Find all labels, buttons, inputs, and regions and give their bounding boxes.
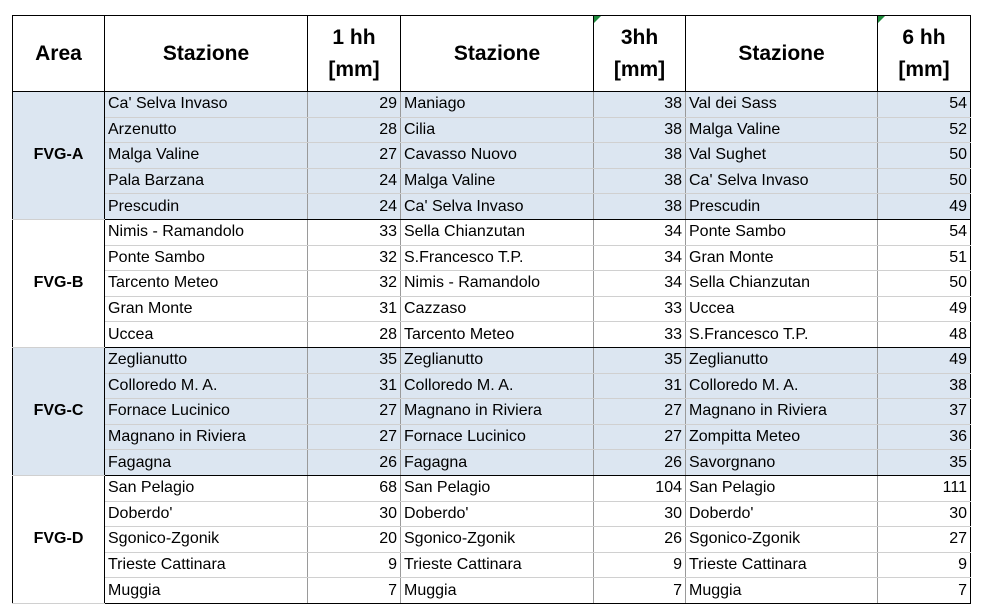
table-row <box>13 578 971 604</box>
station-2-cell: San Pelagio <box>401 475 594 501</box>
station-3-cell: Ca' Selva Invaso <box>686 168 878 194</box>
header-station-2: Stazione <box>401 16 594 92</box>
header-value-2 <box>594 16 686 92</box>
value-3-cell: 7 <box>878 578 971 604</box>
rainfall-table <box>12 15 971 604</box>
station-2-cell: Colloredo M. A. <box>401 373 594 399</box>
header-value-3-line1: 6 hh <box>902 25 946 49</box>
value-1-cell: 27 <box>308 399 401 425</box>
value-1-cell: 7 <box>308 578 401 604</box>
station-1-cell: Ponte Sambo <box>105 245 308 271</box>
table-row <box>13 92 971 118</box>
value-1-cell: 28 <box>308 322 401 348</box>
table-row <box>13 475 971 501</box>
value-2-cell: 34 <box>594 245 686 271</box>
value-1-cell: 68 <box>308 475 401 501</box>
table-row <box>13 450 971 476</box>
station-2-cell: Malga Valine <box>401 168 594 194</box>
table-row <box>13 117 971 143</box>
value-2-cell: 26 <box>594 450 686 476</box>
station-1-cell: Fornace Lucinico <box>105 399 308 425</box>
station-3-cell: Sgonico-Zgonik <box>686 527 878 553</box>
station-2-cell: Maniago <box>401 92 594 118</box>
value-3-cell: 54 <box>878 219 971 245</box>
header-row <box>13 16 971 92</box>
value-1-cell: 31 <box>308 373 401 399</box>
station-2-cell: Zeglianutto <box>401 347 594 373</box>
station-2-cell: Nimis - Ramandolo <box>401 271 594 297</box>
value-3-cell: 35 <box>878 450 971 476</box>
station-3-cell: Uccea <box>686 296 878 322</box>
station-3-cell: Sella Chianzutan <box>686 271 878 297</box>
station-1-cell: San Pelagio <box>105 475 308 501</box>
value-2-cell: 9 <box>594 552 686 578</box>
station-3-cell: San Pelagio <box>686 475 878 501</box>
value-2-cell: 34 <box>594 219 686 245</box>
area-cell: FVG-A <box>13 92 105 220</box>
station-3-cell: Savorgnano <box>686 450 878 476</box>
station-3-cell: Ponte Sambo <box>686 219 878 245</box>
station-3-cell: Prescudin <box>686 194 878 220</box>
station-1-cell: Sgonico-Zgonik <box>105 527 308 553</box>
station-3-cell: Doberdo' <box>686 501 878 527</box>
table-row <box>13 143 971 169</box>
table-row <box>13 168 971 194</box>
station-3-cell: Val Sughet <box>686 143 878 169</box>
station-2-cell: Cavasso Nuovo <box>401 143 594 169</box>
table-row <box>13 322 971 348</box>
station-3-cell: Magnano in Riviera <box>686 399 878 425</box>
station-1-cell: Fagagna <box>105 450 308 476</box>
value-3-cell: 30 <box>878 501 971 527</box>
table-row <box>13 399 971 425</box>
station-2-cell: Fornace Lucinico <box>401 424 594 450</box>
station-3-cell: Trieste Cattinara <box>686 552 878 578</box>
value-3-cell: 111 <box>878 475 971 501</box>
rainfall-table-sheet <box>12 15 970 604</box>
table-row <box>13 552 971 578</box>
value-1-cell: 31 <box>308 296 401 322</box>
value-2-cell: 27 <box>594 399 686 425</box>
table-row <box>13 424 971 450</box>
table-body <box>13 92 971 604</box>
value-3-cell: 50 <box>878 271 971 297</box>
value-3-cell: 49 <box>878 296 971 322</box>
value-3-cell: 37 <box>878 399 971 425</box>
value-2-cell: 38 <box>594 194 686 220</box>
value-3-cell: 36 <box>878 424 971 450</box>
station-1-cell: Muggia <box>105 578 308 604</box>
station-3-cell: Malga Valine <box>686 117 878 143</box>
value-2-cell: 38 <box>594 92 686 118</box>
station-1-cell: Malga Valine <box>105 143 308 169</box>
station-1-cell: Doberdo' <box>105 501 308 527</box>
value-2-cell: 33 <box>594 322 686 348</box>
station-1-cell: Arzenutto <box>105 117 308 143</box>
station-3-cell: Val dei Sass <box>686 92 878 118</box>
table-row <box>13 527 971 553</box>
value-2-cell: 33 <box>594 296 686 322</box>
value-1-cell: 32 <box>308 245 401 271</box>
value-1-cell: 24 <box>308 168 401 194</box>
header-area: Area <box>13 16 105 92</box>
area-cell: FVG-B <box>13 219 105 347</box>
value-1-cell: 9 <box>308 552 401 578</box>
station-3-cell: Zompitta Meteo <box>686 424 878 450</box>
value-1-cell: 32 <box>308 271 401 297</box>
value-1-cell: 28 <box>308 117 401 143</box>
value-2-cell: 38 <box>594 143 686 169</box>
station-1-cell: Nimis - Ramandolo <box>105 219 308 245</box>
value-2-cell: 34 <box>594 271 686 297</box>
value-1-cell: 27 <box>308 424 401 450</box>
station-3-cell: Muggia <box>686 578 878 604</box>
station-1-cell: Pala Barzana <box>105 168 308 194</box>
value-3-cell: 9 <box>878 552 971 578</box>
value-2-cell: 104 <box>594 475 686 501</box>
header-value-2-line2: [mm] <box>613 57 666 81</box>
value-2-cell: 38 <box>594 168 686 194</box>
station-2-cell: Magnano in Riviera <box>401 399 594 425</box>
value-3-cell: 51 <box>878 245 971 271</box>
station-3-cell: S.Francesco T.P. <box>686 322 878 348</box>
value-1-cell: 20 <box>308 527 401 553</box>
station-1-cell: Ca' Selva Invaso <box>105 92 308 118</box>
station-3-cell: Gran Monte <box>686 245 878 271</box>
station-2-cell: Doberdo' <box>401 501 594 527</box>
station-1-cell: Gran Monte <box>105 296 308 322</box>
value-2-cell: 7 <box>594 578 686 604</box>
station-1-cell: Magnano in Riviera <box>105 424 308 450</box>
header-value-2-line1: 3hh <box>620 25 659 49</box>
table-row <box>13 271 971 297</box>
station-2-cell: Fagagna <box>401 450 594 476</box>
station-3-cell: Zeglianutto <box>686 347 878 373</box>
table-row <box>13 219 971 245</box>
area-cell: FVG-C <box>13 347 105 475</box>
table-row <box>13 245 971 271</box>
station-2-cell: Sgonico-Zgonik <box>401 527 594 553</box>
header-value-3 <box>878 16 971 92</box>
station-2-cell: Sella Chianzutan <box>401 219 594 245</box>
value-1-cell: 24 <box>308 194 401 220</box>
station-2-cell: Muggia <box>401 578 594 604</box>
value-3-cell: 38 <box>878 373 971 399</box>
value-3-cell: 50 <box>878 168 971 194</box>
station-1-cell: Zeglianutto <box>105 347 308 373</box>
value-3-cell: 49 <box>878 347 971 373</box>
value-3-cell: 49 <box>878 194 971 220</box>
value-1-cell: 30 <box>308 501 401 527</box>
station-2-cell: S.Francesco T.P. <box>401 245 594 271</box>
station-2-cell: Tarcento Meteo <box>401 322 594 348</box>
station-1-cell: Prescudin <box>105 194 308 220</box>
area-cell: FVG-D <box>13 475 105 603</box>
value-2-cell: 38 <box>594 117 686 143</box>
header-station-1: Stazione <box>105 16 308 92</box>
station-3-cell: Colloredo M. A. <box>686 373 878 399</box>
station-2-cell: Cazzaso <box>401 296 594 322</box>
station-2-cell: Trieste Cattinara <box>401 552 594 578</box>
header-value-1-line2: [mm] <box>328 57 380 81</box>
value-2-cell: 26 <box>594 527 686 553</box>
value-3-cell: 27 <box>878 527 971 553</box>
station-1-cell: Tarcento Meteo <box>105 271 308 297</box>
value-1-cell: 26 <box>308 450 401 476</box>
value-3-cell: 54 <box>878 92 971 118</box>
station-2-cell: Cilia <box>401 117 594 143</box>
station-1-cell: Trieste Cattinara <box>105 552 308 578</box>
header-value-3-line2: [mm] <box>898 57 950 81</box>
value-2-cell: 31 <box>594 373 686 399</box>
header-station-3: Stazione <box>686 16 878 92</box>
station-2-cell: Ca' Selva Invaso <box>401 194 594 220</box>
value-1-cell: 35 <box>308 347 401 373</box>
value-2-cell: 27 <box>594 424 686 450</box>
table-row <box>13 347 971 373</box>
value-1-cell: 33 <box>308 219 401 245</box>
cell-comment-marker-icon <box>594 16 601 23</box>
table-row <box>13 296 971 322</box>
value-2-cell: 35 <box>594 347 686 373</box>
value-1-cell: 27 <box>308 143 401 169</box>
value-3-cell: 48 <box>878 322 971 348</box>
cell-comment-marker-icon <box>878 16 885 23</box>
header-value-1-line1: 1 hh <box>332 25 376 49</box>
table-row <box>13 501 971 527</box>
table-row <box>13 373 971 399</box>
station-1-cell: Colloredo M. A. <box>105 373 308 399</box>
header-value-1 <box>308 16 401 92</box>
value-3-cell: 50 <box>878 143 971 169</box>
value-2-cell: 30 <box>594 501 686 527</box>
value-3-cell: 52 <box>878 117 971 143</box>
station-1-cell: Uccea <box>105 322 308 348</box>
value-1-cell: 29 <box>308 92 401 118</box>
table-row <box>13 194 971 220</box>
